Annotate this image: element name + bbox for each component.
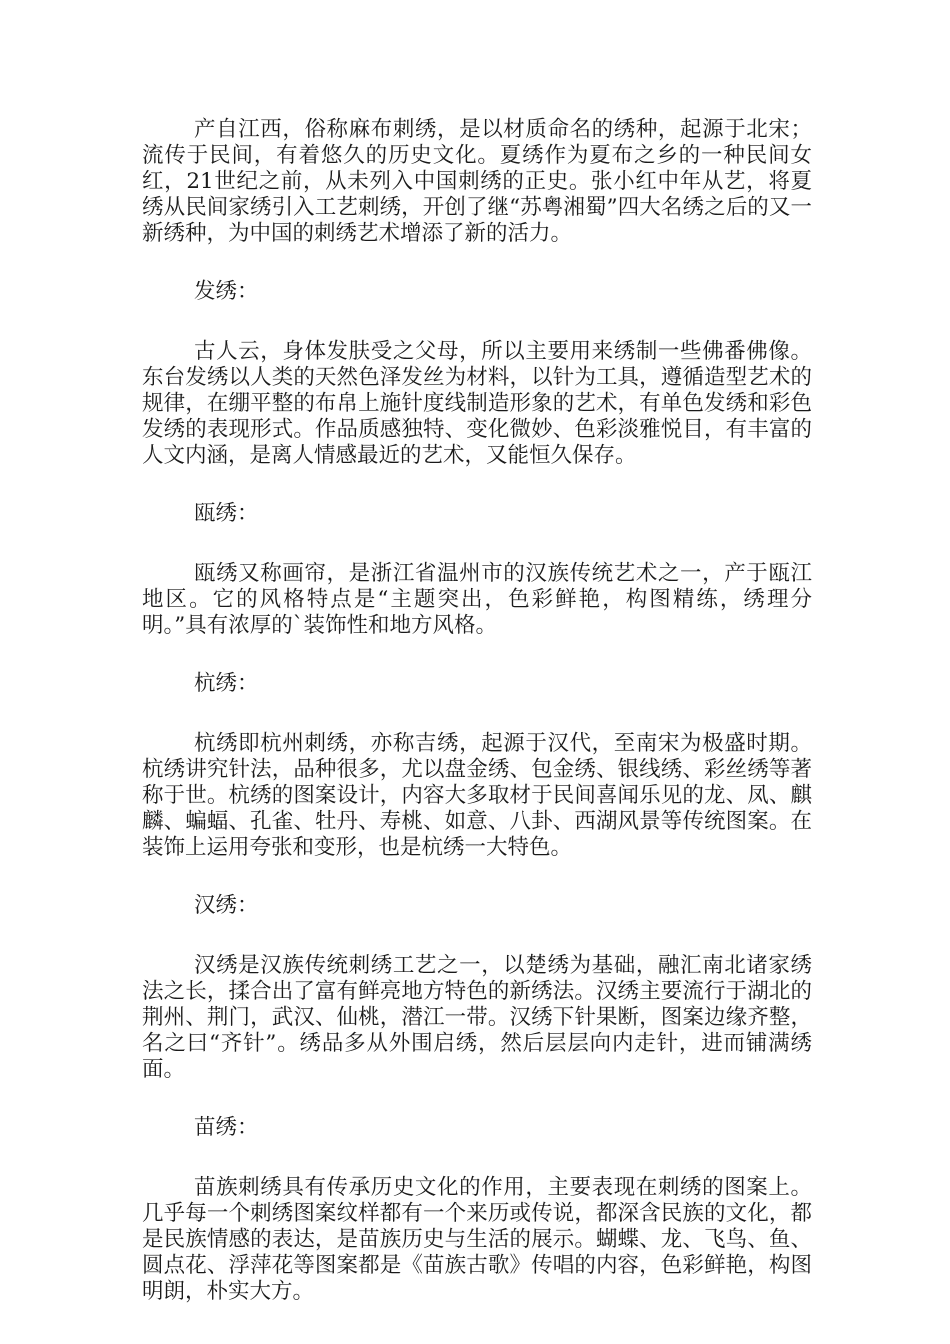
paragraph-ou-embroidery: 瓯绣又称画帘，是浙江省温州市的汉族传统艺术之一，产于瓯江地区。它的风格特点是“主题突出，色彩鲜艳，构图精练，绣理分明。”具有浓厚的`装饰性和地方风格。 <box>142 561 812 638</box>
paragraph-xia-embroidery: 产自江西，俗称麻布刺绣，是以材质命名的绣种，起源于北宋；流传于民间，有着悠久的历史文化。夏绣作为夏布之乡的一种民间女红，21世纪之前，从未列入中国刺绣的正史。张小红中年从艺，将夏绣从民间家绣引入工艺刺绣，开创了继“苏粤湘蜀”四大名绣之后的又一新绣种，为中国的刺绣艺术增添了新的活力。 <box>142 117 812 246</box>
heading-han-embroidery: 汉绣： <box>194 893 259 918</box>
document-body <box>142 117 812 1305</box>
paragraph-han-embroidery: 汉绣是汉族传统刺绣工艺之一，以楚绣为基础，融汇南北诸家绣法之长，揉合出了富有鲜亮地方特色的新绣法。汉绣主要流行于湖北的荆州、荆门，武汉、仙桃，潜江一带。汉绣下针果断，图案边缘齐整，名之曰“齐针”。绣品多从外围启绣，然后层层向内走针，进而铺满绣面。 <box>142 953 812 1082</box>
paragraph-hair-embroidery: 古人云，身体发肤受之父母，所以主要用来绣制一些佛番佛像。东台发绣以人类的天然色泽发丝为材料，以针为工具，遵循造型艺术的规律，在绷平整的布帛上施针度线制造形象的艺术，有单色发绣和彩色发绣的表现形式。作品质感独特、变化微妙、色彩淡雅悦目，有丰富的人文内涵，是离人情感最近的艺术，又能恒久保存。 <box>142 339 812 468</box>
heading-miao-embroidery: 苗绣： <box>194 1115 259 1140</box>
paragraph-hang-embroidery: 杭绣即杭州刺绣，亦称吉绣，起源于汉代，至南宋为极盛时期。杭绣讲究针法，品种很多，尤以盘金绣、包金绣、银线绣、彩丝绣等著称于世。杭绣的图案设计，内容大多取材于民间喜闻乐见的龙、凤、麒麟、蝙蝠、孔雀、牡丹、寿桃、如意、八卦、西湖风景等传统图案。在装饰上运用夸张和变形，也是杭绣一大特色。 <box>142 731 812 860</box>
paragraph-miao-embroidery: 苗族刺绣具有传承历史文化的作用，主要表现在刺绣的图案上。几乎每一个刺绣图案纹样都有一个来历或传说，都深含民族的文化，都是民族情感的表达，是苗族历史与生活的展示。蝴蝶、龙、飞鸟、鱼、圆点花、浮萍花等图案都是《苗族古歌》传唱的内容，色彩鲜艳，构图明朗，朴实大方。 <box>142 1175 812 1304</box>
heading-ou-embroidery: 瓯绣： <box>194 501 259 526</box>
heading-hair-embroidery: 发绣： <box>194 279 259 304</box>
heading-hang-embroidery: 杭绣： <box>194 671 259 696</box>
